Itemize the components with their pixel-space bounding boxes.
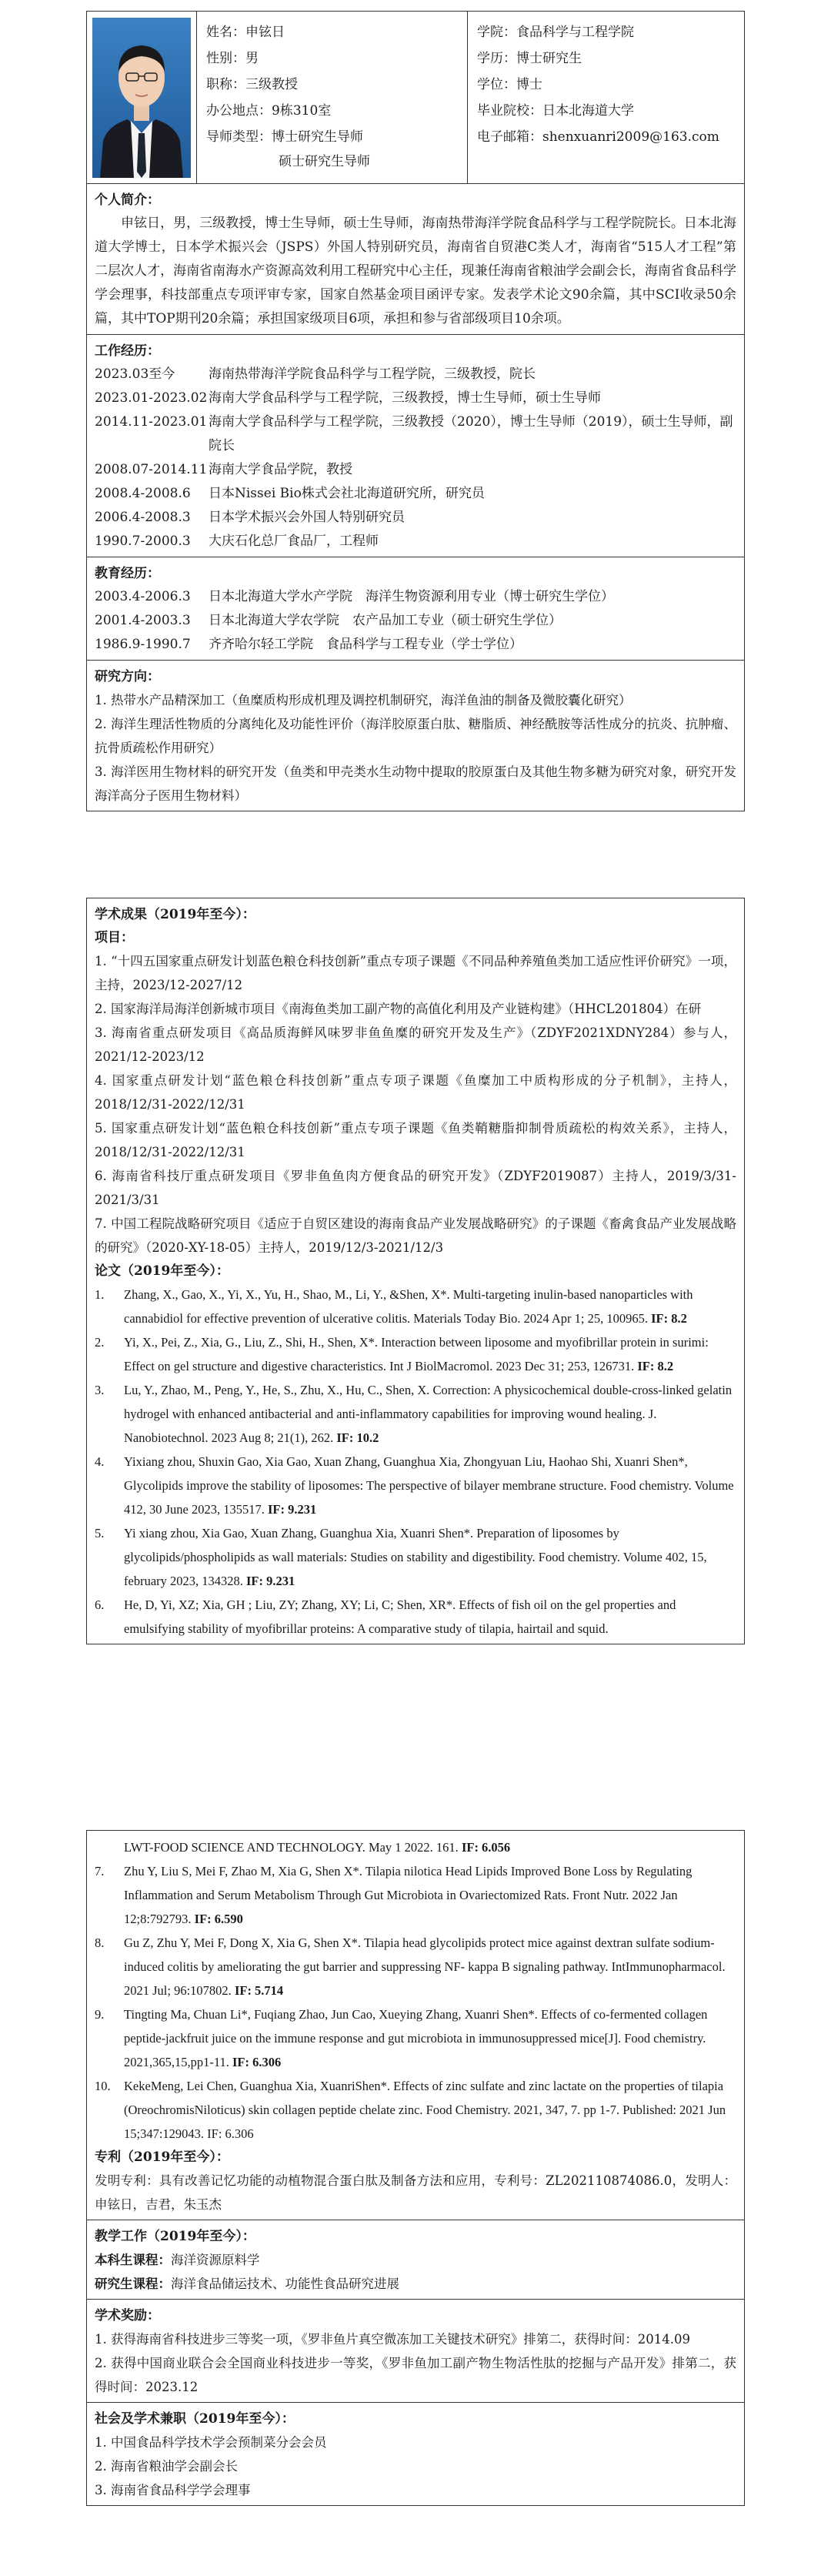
paper-number: 3. xyxy=(95,1383,105,1397)
patent-text: 发明专利：具有改善记忆功能的动植物混合蛋白肽及制备方法和应用，专利号：ZL202110874086.0，发明人：申铉日，吉君，朱玉杰 xyxy=(95,2173,736,2212)
work-text: 海南大学食品学院，教授 xyxy=(209,462,352,477)
undergrad-label: 本科生课程： xyxy=(95,2253,171,2267)
society-item: 2. 海南省粮油学会副会长 xyxy=(95,2459,238,2474)
paper-impact-factor: IF: 6.590 xyxy=(194,1912,243,1926)
work-title: 工作经历： xyxy=(95,343,160,359)
profile-title: 职称：三级教授 xyxy=(206,77,298,92)
award-item: 1. 获得海南省科技进步三等奖一项，《罗非鱼片真空微冻加工关键技术研究》排第二，获得时间：2014.09 xyxy=(95,2332,690,2347)
teaching-section xyxy=(87,2220,744,2300)
work-text: 海南热带海洋学院食品科学与工程学院，三级教授，院长 xyxy=(209,366,536,382)
research-item: 3. 海洋医用生物材料的研究开发（鱼类和甲壳类水生动物中提取的胶原蛋白及其他生物多糖为研究对象，研究开发海洋高分子医用生物材料） xyxy=(95,764,736,803)
achievements-table xyxy=(86,898,745,1644)
paper-impact-factor: IF: 9.231 xyxy=(246,1574,295,1588)
work-section xyxy=(87,335,744,557)
profile-photo xyxy=(87,12,197,183)
paper-impact-factor: IF: 5.714 xyxy=(234,1983,284,1998)
education-item xyxy=(95,633,736,657)
education-title: 教育经历： xyxy=(95,566,160,581)
work-text: 海南大学食品科学与工程学院，三级教授，博士生导师，硕士生导师 xyxy=(209,390,601,406)
paper-impact-factor: IF: 8.2 xyxy=(637,1359,674,1373)
portrait-image xyxy=(92,18,191,178)
paper-item xyxy=(95,1859,736,1931)
profile-advisor-type-2: 硕士研究生导师 xyxy=(279,154,370,169)
paper-number: 1. xyxy=(95,1287,105,1302)
projects-title: 项目： xyxy=(95,930,134,945)
paper-item xyxy=(95,1378,736,1450)
education-item xyxy=(95,609,736,633)
paper-impact-factor: IF: 6.056 xyxy=(461,1840,511,1855)
paper-citation: Yixiang zhou, Shuxin Gao, Xia Gao, Xuan Zhang, Guanghua Xia, Zhongyuan Liu, Haohao Shi, Xuanri Shen*, Glycolipids improve the stability of liposomes: The perspective of bilayer membrane structure. Food chemistry. Volume 412, 30 June 2023, 135517. xyxy=(124,1454,734,1517)
paper-impact-factor: IF: 10.2 xyxy=(336,1430,379,1445)
work-date: 1990.7-2000.3 xyxy=(95,534,191,549)
research-section xyxy=(87,661,744,811)
work-item xyxy=(95,530,736,554)
education-section xyxy=(87,557,744,661)
education-date: 2001.4-2003.3 xyxy=(95,613,191,628)
work-item xyxy=(95,386,736,410)
education-text: 日本北海道大学水产学院 海洋生物资源利用专业（博士研究生学位） xyxy=(209,589,614,604)
work-date: 2014.11-2023.01 xyxy=(95,414,208,430)
education-date: 1986.9-1990.7 xyxy=(95,637,191,652)
society-item: 3. 海南省食品科学学会理事 xyxy=(95,2483,251,2497)
project-item: 3. 海南省重点研发项目《高品质海鲜风味罗非鱼鱼糜的研究开发及生产》（ZDYF2021XDNY284）参与人，2021/12-2023/12 xyxy=(95,1025,736,1064)
work-date: 2008.4-2008.6 xyxy=(95,486,191,501)
profile-table xyxy=(86,11,745,811)
intro-text: 申铉日，男，三级教授，博士生导师，硕士生导师，海南热带海洋学院食品科学与工程学院院长。日本北海道大学博士，日本学术振兴会（JSPS）外国人特别研究员，海南省自贸港C类人才，海南省“515人才工程”第二层次人才，海南省南海水产资源高效利用工程研究中心主任，现兼任海南省粮油学会副会长，海南省食品科学学会理事，科技部重点专项评审专家，国家自然基金项目函评专家。发表学术论文90余篇，其中SCI收录50余篇，其中TOP期刊20余篇；承担国家级项目6项，承担和参与省部级项目10余项。 xyxy=(95,216,736,326)
society-title: 社会及学术兼职（2019年至今）： xyxy=(95,2411,295,2427)
award-item: 2. 获得中国商业联合会全国商业科技进步一等奖，《罗非鱼加工副产物生物活性肽的挖掘与产品开发》排第二，获得时间：2023.12 xyxy=(95,2356,736,2394)
paper-citation: Tingting Ma, Chuan Li*, Fuqiang Zhao, Jun Cao, Xueying Zhang, Xuanri Shen*. Effects of co-fermented collagen peptide-jackfruit juice on the immune response and gut microbiota in immunosuppressed mice[J]. Food chemistry. 2021,365,15,pp1-11. xyxy=(124,2007,708,2069)
project-item: 7. 中国工程院战略研究项目《适应于自贸区建设的海南食品产业发展战略研究》的子课题《畜禽食品产业发展战略的研究》（2020-XY-18-05）主持人，2019/12/3-2021/12/3 xyxy=(95,1216,736,1255)
paper-item xyxy=(95,1931,736,2002)
paper-number: 10. xyxy=(95,2079,111,2093)
grad-course xyxy=(95,2272,736,2296)
achievements-title: 学术成果（2019年至今）： xyxy=(95,907,255,922)
work-item xyxy=(95,410,736,458)
grad-value: 海洋食品储运技术、功能性食品研究进展 xyxy=(171,2277,399,2291)
project-item: 2. 国家海洋局海洋创新城市项目《南海鱼类加工副产物的高值化利用及产业链构建》（HHCL201804）在研 xyxy=(95,1002,702,1016)
profile-education: 学历：博士研究生 xyxy=(477,51,582,66)
paper-citation: Zhu Y, Liu S, Mei F, Zhao M, Xia G, Shen X*. Tilapia nilotica Head Lipids Improved Bone Loss by Regulating Inflammation and Serum Metabolism Through Gut Microbiota in Ovariectomized Rats. Front Nutr. 2022 Jan 12;8:792793. xyxy=(124,1864,692,1926)
work-item xyxy=(95,458,736,482)
profile-advisor-type: 导师类型：博士研究生导师 xyxy=(206,129,363,145)
research-item: 2. 海洋生理活性物质的分离纯化及功能性评价（海洋胶原蛋白肽、糖脂质、神经酰胺等活性成分的抗炎、抗肿瘤、抗骨质疏松作用研究） xyxy=(95,717,736,755)
paper-citation: He, D, Yi, XZ; Xia, GH ; Liu, ZY; Zhang, XY; Li, C; Shen, XR*. Effects of fish oil on the gel properties and emulsifying stability of myofibrillar proteins: A comparative study of tilapia, hairtail and squid. xyxy=(124,1597,676,1636)
profile-header xyxy=(87,12,744,184)
paper-impact-factor: IF: 6.306 xyxy=(232,2055,282,2069)
paper-citation: Zhang, X., Gao, X., Yi, X., Yu, H., Shao, M., Li, Y., &Shen, X*. Multi-targeting inulin-based nanoparticles with cannabidiol for effective prevention of ulcerative colitis. Materials Today Bio. 2024 Apr 1; 25, 100965. xyxy=(124,1287,693,1326)
project-item: 4. 国家重点研发计划“蓝色粮仓科技创新”重点专项子课题《鱼糜加工中质构形成的分子机制》，主持人，2018/12/31-2022/12/31 xyxy=(95,1073,736,1112)
work-date: 2023.03至今 xyxy=(95,366,175,382)
achievements-section xyxy=(87,898,744,1644)
papers-title: 论文（2019年至今）： xyxy=(95,1263,229,1279)
profile-college: 学院：食品科学与工程学院 xyxy=(477,25,634,40)
awards-section xyxy=(87,2300,744,2403)
paper-item-continued xyxy=(95,1835,736,1859)
work-item xyxy=(95,506,736,530)
education-text: 日本北海道大学农学院 农产品加工专业（硕士研究生学位） xyxy=(209,613,562,628)
education-text: 齐齐哈尔轻工学院 食品科学与工程专业（学士学位） xyxy=(209,637,522,652)
paper-item xyxy=(95,1330,736,1378)
profile-degree: 学位：博士 xyxy=(477,77,542,92)
intro-section xyxy=(87,184,744,335)
undergrad-course xyxy=(95,2248,736,2272)
paper-impact-factor: IF: 9.231 xyxy=(268,1502,317,1517)
paper-item xyxy=(95,1283,736,1330)
achievements-continued-table xyxy=(86,1830,745,2506)
intro-title: 个人简介： xyxy=(95,192,160,208)
paper-citation: KekeMeng, Lei Chen, Guanghua Xia, XuanriShen*. Effects of zinc sulfate and zinc lactate on the properties of tilapia (OreochromisNiloticus) skin collagen peptide chelate zinc. Food Chemistry. 2021, 347, 7. pp 1-7. Published: 2021 Jun 15;347:129043. IF: 6.306 xyxy=(124,2079,726,2141)
work-text: 海南大学食品科学与工程学院，三级教授（2020），博士生导师（2019），硕士生导师，副院长 xyxy=(209,414,733,453)
paper-citation: Yi, X., Pei, Z., Xia, G., Liu, Z., Shi, H., Shen, X*. Interaction between liposome and myofibrillar protein in surimi: Effect on gel structure and digestive characteristics. Int J BiolMacromol. 2023 Dec 31; 253, 126731. xyxy=(124,1335,709,1373)
project-item: 1. “十四五国家重点研发计划蓝色粮仓科技创新”重点专项子课题《不同品种养殖鱼类加工适应性评价研究》一项，主持，2023/12-2027/12 xyxy=(95,954,736,992)
papers-continued-section xyxy=(87,1831,744,2220)
paper-citation: LWT-FOOD SCIENCE AND TECHNOLOGY. May 1 2022. 161. xyxy=(124,1840,459,1855)
paper-item xyxy=(95,1450,736,1521)
awards-title: 学术奖励： xyxy=(95,2308,160,2323)
paper-number: 6. xyxy=(95,1597,105,1612)
patent-title: 专利（2019年至今）： xyxy=(95,2149,229,2165)
profile-office: 办公地点：9栋310室 xyxy=(206,103,332,119)
paper-item xyxy=(95,2002,736,2074)
paper-item xyxy=(95,1593,736,1641)
project-item: 6. 海南省科技厅重点研发项目《罗非鱼鱼肉方便食品的研究开发》（ZDYF2019087）主持人，2019/3/31-2021/3/31 xyxy=(95,1169,736,1207)
research-item: 1. 热带水产品精深加工（鱼糜质构形成机理及调控机制研究，海洋鱼油的制备及微胶囊化研究） xyxy=(95,693,632,708)
work-text: 日本Nissei Bio株式会社北海道研究所，研究员 xyxy=(209,486,485,501)
work-item xyxy=(95,363,736,386)
paper-number: 7. xyxy=(95,1864,105,1878)
profile-name: 姓名：申铉日 xyxy=(206,25,285,40)
profile-email: 电子邮箱：shenxuanri2009@163.com xyxy=(477,129,719,145)
undergrad-value: 海洋资源原料学 xyxy=(171,2253,260,2267)
work-item xyxy=(95,482,736,506)
paper-number: 2. xyxy=(95,1335,105,1350)
project-item: 5. 国家重点研发计划“蓝色粮仓科技创新”重点专项子课题《鱼类鞘糖脂抑制骨质疏松的构效关系》，主持人，2018/12/31-2022/12/31 xyxy=(95,1121,736,1159)
grad-label: 研究生课程： xyxy=(95,2277,171,2291)
paper-item xyxy=(95,1521,736,1593)
profile-gender: 性别：男 xyxy=(206,51,259,66)
work-text: 日本学术振兴会外国人特别研究员 xyxy=(209,510,405,525)
paper-citation: Lu, Y., Zhao, M., Peng, Y., He, S., Zhu, X., Hu, C., Shen, X. Correction: A physicochemical double-cross-linked gelatin hydrogel with enhanced antibacterial and anti-inflammatory capabilities for improving wound healing. J. Nanobiotechnol. 2023 Aug 8; 21(1), 262. xyxy=(124,1383,733,1445)
teaching-title: 教学工作（2019年至今）： xyxy=(95,2229,255,2244)
profile-alma-mater: 毕业院校：日本北海道大学 xyxy=(477,103,634,119)
profile-basic-info xyxy=(197,12,468,183)
education-date: 2003.4-2006.3 xyxy=(95,589,191,604)
profile-academic-info xyxy=(468,12,744,183)
work-date: 2023.01-2023.02 xyxy=(95,390,208,406)
paper-number: 5. xyxy=(95,1526,105,1541)
paper-impact-factor: IF: 8.2 xyxy=(651,1311,687,1326)
society-section xyxy=(87,2403,744,2505)
paper-number: 9. xyxy=(95,2007,105,2022)
paper-number: 4. xyxy=(95,1454,105,1469)
research-title: 研究方向： xyxy=(95,669,160,684)
paper-citation: Yi xiang zhou, Xia Gao, Xuan Zhang, Guanghua Xia, Xuanri Shen*. Preparation of liposomes by glycolipids/phospholipids as wall materials: Studies on stability and digestibility. Food chemistry. Volume 402, 15, february 2023, 134328. xyxy=(124,1526,707,1588)
paper-citation: Gu Z, Zhu Y, Mei F, Dong X, Xia G, Shen X*. Tilapia head glycolipids protect mice against dextran sulfate sodium-induced colitis by ameliorating the gut barrier and suppressing NF- kappa B signaling pathway. IntImmunopharmacol. 2021 Jul; 96:107802. xyxy=(124,1935,726,1998)
work-text: 大庆石化总厂食品厂，工程师 xyxy=(209,534,379,549)
education-item xyxy=(95,585,736,609)
paper-number: 8. xyxy=(95,1935,105,1950)
work-date: 2008.07-2014.11 xyxy=(95,462,208,477)
society-item: 1. 中国食品科学技术学会预制菜分会会员 xyxy=(95,2435,327,2450)
paper-item xyxy=(95,2074,736,2146)
work-date: 2006.4-2008.3 xyxy=(95,510,191,525)
